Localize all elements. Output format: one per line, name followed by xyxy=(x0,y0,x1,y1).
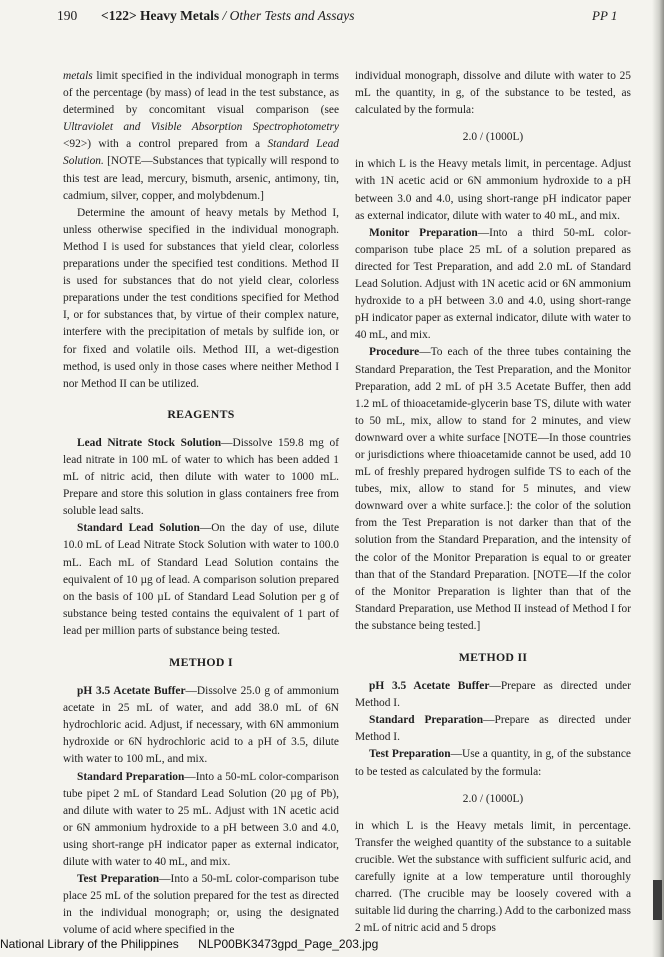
right-column xyxy=(355,68,631,937)
page-tag: PP 1 xyxy=(592,8,618,23)
m2-test-paragraph: Test Preparation—Use a quantity, in g, of the substance to be tested as calculated by the formula: xyxy=(355,748,631,778)
acetate-buffer-paragraph: pH 3.5 Acetate Buffer—Dissolve 25.0 g of ammonium acetate in 25 mL of water, and add 38.0 mL of 6N hydrochloric acid. Adjust, if necessary, with 6N ammonium hydroxide or 6N hydrochloric acid to a pH of 3.5, dilute with water to 100 mL, and mix. xyxy=(63,685,340,766)
chapter-title: <122> Heavy Metals xyxy=(101,8,220,23)
monitor-prep-paragraph: Monitor Preparation—Into a third 50-mL color-comparison tube place 25 mL of a solution prepared as directed for Test Preparation, and add 2.0 mL of Standard Lead Solution. Adjust with 1N acetic acid or 6N ammonium hydroxide to a pH between 3.0 and 4.0, using short-range pH indicator paper as external indicator, dilute with water to 40 mL, and mix. xyxy=(355,226,631,342)
m2-standard-paragraph: Standard Preparation—Prepare as directed under Method I. xyxy=(355,714,631,744)
page-number: 190 xyxy=(57,8,78,23)
lead-nitrate-paragraph: Lead Nitrate Stock Solution—Dissolve 159.8 mg of lead nitrate in 100 mL of water to which has been added 1 mL of nitric acid, then dilute with water to 1000 mL. Prepare and store this solution in glass containers free from soluble lead salts. xyxy=(63,436,339,518)
section-title: / Other Tests and Assays xyxy=(222,8,355,23)
scan-footer xyxy=(0,937,394,951)
library-name: National Library of the Philippines xyxy=(0,937,179,951)
method2-heading: METHOD II xyxy=(458,650,528,664)
scan-edge-mark xyxy=(653,880,662,920)
standard-lead-paragraph: Standard Lead Solution—On the day of use, dilute 10.0 mL of Lead Nitrate Stock Solution with water to 100.0 mL. Each mL of Standard Lead Solution contains the equivalent of 10 µg of lead. A comparison solution prepared on the basis of 100 µL of Standard Lead Solution per g of substance being tested contains the equivalent of 1 part of lead per million parts of substance being tested. xyxy=(63,522,339,637)
page-edge-shadow xyxy=(652,0,664,957)
standard-prep-paragraph: Standard Preparation—Into a 50-mL color-comparison tube pipet 2 mL of Standard Lead Solution (20 µg of Pb), and dilute with water to 25 mL. Adjust with 1N acetic acid or 6N ammonium hydroxide to a pH between 3.0 and 4.0, using short-range pH indicator paper as external indicator, dilute with water to 40 mL, and mix. xyxy=(63,770,340,869)
formula-2: 2.0 / (1000L) xyxy=(462,792,524,805)
left-column xyxy=(63,68,339,940)
reagents-heading: REAGENTS xyxy=(167,406,235,421)
continued-paragraph: individual monograph, dissolve and dilute with water to 25 mL the quantity, in g, of the substance to be tested, as calculated by the formula: xyxy=(355,70,631,117)
method-selection-paragraph: Determine the amount of heavy metals by Method I, unless otherwise specified in the individual monograph. Method I is used for substances that yield clear, colorless preparations under the specified test conditions. Method II is used for substances that do not yield clear, colorless preparations under the test conditions specified for Method I, or for substances that, by virtue of their complex nature, interfere with the precipitation of metals by sulfide ion, or for fixed and volatile oils. Method III, a wet-digestion method, is used only in those cases where neither Method I nor Method II can be utilized. xyxy=(63,206,339,390)
file-name: NLP00BK3473gpd_Page_203.jpg xyxy=(198,937,379,951)
m2-buffer-paragraph: pH 3.5 Acetate Buffer—Prepare as directed under Method I. xyxy=(355,680,632,710)
formula-1: 2.0 / (1000L) xyxy=(462,131,524,144)
test-prep-paragraph: Test Preparation—Into a 50-mL color-comparison tube place 25 mL of the solution prepared for the test as directed in the individual monograph; or, using the designated volume of acid where specified in the xyxy=(63,873,339,937)
limit-paragraph: in which L is the Heavy metals limit, in percentage. Adjust with 1N acetic acid or 6N ammonium hydroxide to a pH between 3.0 and 4.0, using short-range pH indicator paper as external indicator, dilute with water to 40 mL, and mix. xyxy=(355,158,631,222)
final-paragraph: in which L is the Heavy metals limit, in percentage. Transfer the weighed quantity of the substance to a suitable crucible. Wet the substance with sufficient sulfuric acid, and carefully ignite at a low temperature until thoroughly charred. (The crucible may be loosely covered with a suitable lid during the charring.) Add to the carbonized mass 2 mL of nitric acid and 5 drops xyxy=(355,819,631,935)
intro-paragraph: metals limit specified in the individual monograph in terms of the percentage (by mass) of lead in the test substance, as determined by concomitant visual comparison (see Ultraviolet and Visible Absorption Spectrophotometry <92>) with a control prepared from a Standard Lead Solution. [NOTE—Substances that typically will respond to this test are lead, mercury, bismuth, arsenic, antimony, tin, cadmium, silver, copper, and molybdenum.] xyxy=(63,70,339,202)
running-header xyxy=(101,8,355,24)
procedure-paragraph: Procedure—To each of the three tubes containing the Standard Preparation, the Test Preparation, and the Monitor Preparation, add 2 mL of pH 3.5 Acetate Buffer, then add 1.2 mL of thioacetamide-glycerin base TS, dilute with water to 50 mL, mix, allow to stand for 2 minutes, and view downward over a white surface [NOTE—In those countries or jurisdictions where thioacetamide cannot be used, add 10 mL of freshly prepared hydrogen sulfide TS to each of the tubes, mix, allow to stand for 5 minutes, and view downward over a white surface.]: the color of the solution from the Test Preparation is not darker than that of the solution from the Standard Preparation, and the intensity of the color of the Monitor Preparation is equal to or greater than that of the Standard Preparation. [NOTE—If the color of the Monitor Preparation is lighter than that of the Standard Preparation, use Method II instead of Method I for the substance being tested.] xyxy=(355,346,631,632)
method1-heading: METHOD I xyxy=(169,655,233,669)
